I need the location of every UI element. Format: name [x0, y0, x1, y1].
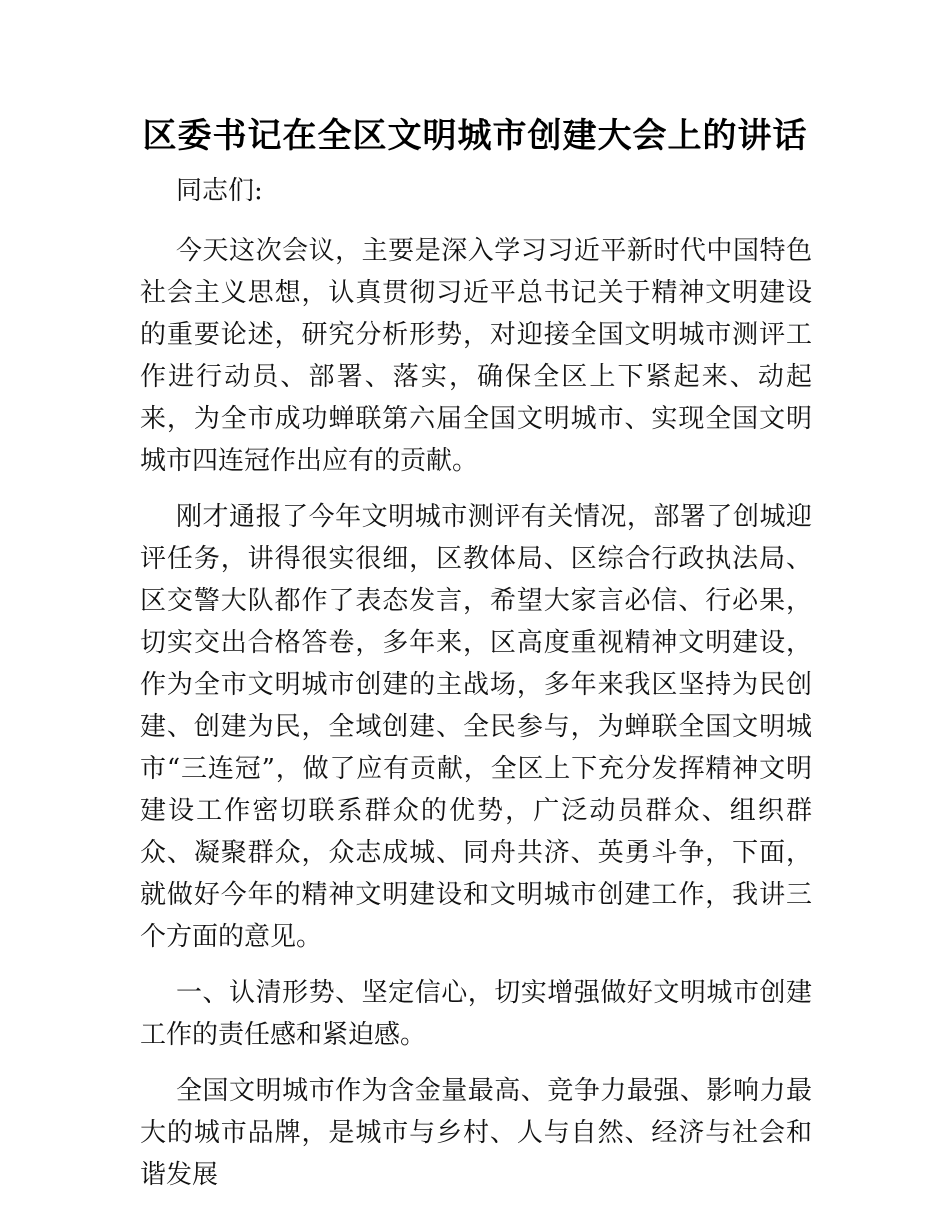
greeting-paragraph: 同志们: — [176, 176, 263, 206]
paragraph-intro: 今天这次会议，主要是深入学习习近平新时代中国特色社会主义思想，认真贯彻习近平总书记关于精神文明建设的重要论述，研究分析形势，对迎接全国文明城市测评工作进行动员、部署、落实，确保全区上下紧起来、动起来，为全市成功蝉联第六届全国文明城市、实现全国文明城市四连冠作出应有的贡献。 — [140, 236, 812, 476]
document-title: 区委书记在全区文明城市创建大会上的讲话 — [142, 116, 808, 156]
section-heading-1: 一、认清形势、坚定信心，切实增强做好文明城市创建工作的责任感和紧迫感。 — [140, 978, 812, 1050]
paragraph-review: 刚才通报了今年文明城市测评有关情况，部署了创城迎评任务，讲得很实很细，区教体局、区综合行政执法局、区交警大队都作了表态发言，希望大家言必信、行必果，切实交出合格答卷，多年来，区高度重视精神文明建设，作为全市文明城市创建的主战场，多年来我区坚持为民创建、创建为民，全域创建、全民参与，为蝉联全国文明城市“三连冠”，做了应有贡献，全区上下充分发挥精神文明建设工作密切联系群众的优势，广泛动员群众、组织群众、凝聚群众，众志成城、同舟共济、英勇斗争，下面，就做好今年的精神文明建设和文明城市创建工作，我讲三个方面的意见。 — [140, 502, 812, 952]
paragraph-section-1: 全国文明城市作为含金量最高、竞争力最强、影响力最大的城市品牌，是城市与乡村、人与自然、经济与社会和谐发展 — [140, 1076, 812, 1190]
document-body — [140, 170, 812, 1210]
